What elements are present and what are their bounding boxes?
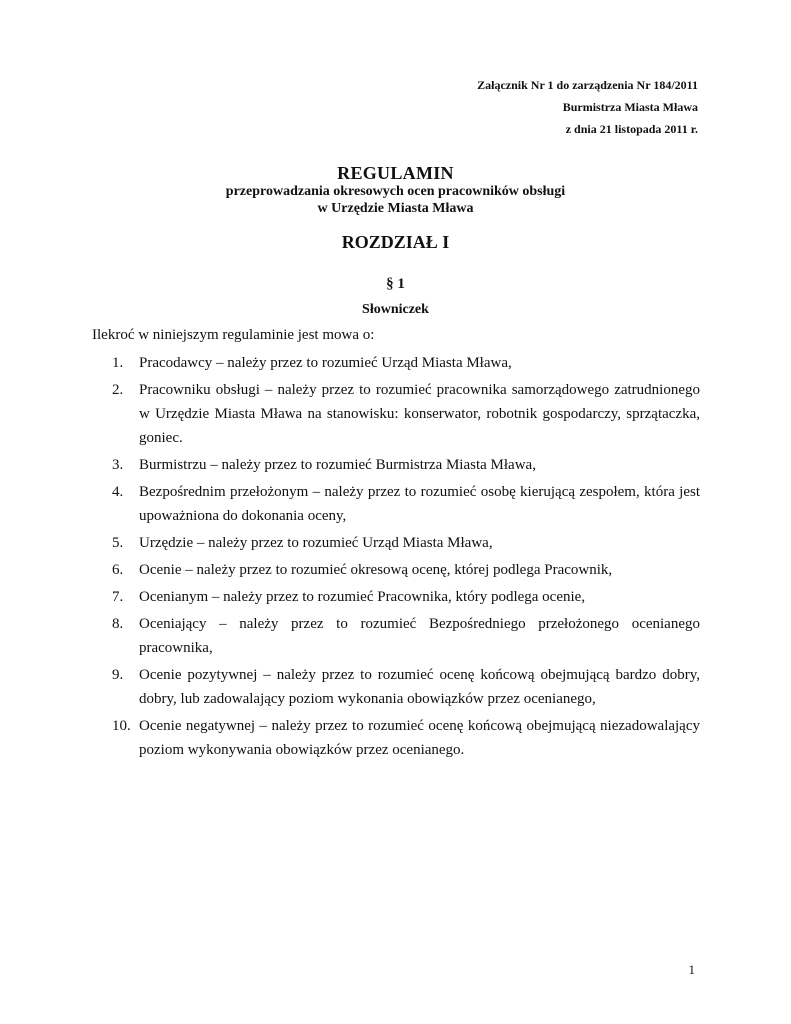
- header-line-2: Burmistrza Miasta Mława: [562, 100, 698, 114]
- list-item: [112, 585, 700, 609]
- paragraph-title: Słowniczek: [362, 302, 429, 317]
- list-item: [112, 378, 700, 450]
- list-item-text: Bezpośrednim przełożonym – należy przez to rozumieć osobę kierującą zespołem, która jest upoważniona do dokonania oceny,: [139, 484, 700, 524]
- list-item-text: Ocenie – należy przez to rozumieć okresową ocenę, której podlega Pracownik,: [139, 562, 613, 578]
- list-item-number: 1.: [112, 355, 124, 371]
- list-item-number: 3.: [112, 457, 124, 473]
- list-item-number: 10.: [112, 718, 131, 734]
- attachment-header: [477, 74, 698, 140]
- header-line-3: z dnia 21 listopada 2011 r.: [565, 122, 698, 136]
- list-item: [112, 714, 700, 762]
- document-subtitle: [0, 183, 791, 217]
- chapter-heading: ROZDZIAŁ I: [341, 232, 450, 252]
- list-item-text: Ocenianym – należy przez to rozumieć Pracownika, który podlega ocenie,: [139, 589, 586, 605]
- list-item-number: 8.: [112, 616, 124, 632]
- list-item-text: Burmistrzu – należy przez to rozumieć Burmistrza Miasta Mława,: [139, 457, 536, 473]
- list-item-number: 9.: [112, 667, 124, 683]
- list-item: [112, 531, 700, 555]
- intro-text: Ilekroć w niniejszym regulaminie jest mowa o:: [92, 327, 375, 343]
- list-item: [112, 351, 700, 375]
- subtitle-line-2: w Urzędzie Miasta Mława: [317, 201, 474, 216]
- header-line-1: Załącznik Nr 1 do zarządzenia Nr 184/2011: [477, 78, 698, 92]
- document-title: REGULAMIN: [337, 163, 454, 183]
- list-item-text: Oceniający – należy przez to rozumieć Bezpośredniego przełożonego ocenianego pracownika,: [139, 616, 700, 656]
- list-item: [112, 663, 700, 711]
- list-item-number: 7.: [112, 589, 124, 605]
- list-item: [112, 453, 700, 477]
- list-item-text: Ocenie negatywnej – należy przez to rozumieć ocenę końcową obejmującą niezadowalający poziom wykonywania obowiązków przez ocenianego.: [139, 718, 700, 758]
- paragraph-symbol: § 1: [386, 276, 405, 292]
- list-item-number: 6.: [112, 562, 124, 578]
- list-item: [112, 480, 700, 528]
- list-item-text: Urzędzie – należy przez to rozumieć Urząd Miasta Mława,: [139, 535, 493, 551]
- subtitle-line-1: przeprowadzania okresowych ocen pracowników obsługi: [225, 184, 566, 199]
- list-item-text: Pracodawcy – należy przez to rozumieć Urząd Miasta Mława,: [139, 355, 512, 371]
- list-item: [112, 558, 700, 582]
- list-item: [112, 612, 700, 660]
- list-item-number: 5.: [112, 535, 124, 551]
- list-item-text: Pracowniku obsługi – należy przez to rozumieć pracownika samorządowego zatrudnionego w Urzędzie Miasta Mława na stanowisku: konserwator, robotnik gospodarczy, sprzątaczka, goniec.: [139, 382, 700, 446]
- list-item-number: 4.: [112, 484, 124, 500]
- page-number: 1: [688, 962, 695, 977]
- list-item-text: Ocenie pozytywnej – należy przez to rozumieć ocenę końcową obejmującą bardzo dobry, dobry, lub zadowalający poziom wykonania obowiązków przez ocenianego,: [139, 667, 700, 707]
- list-item-number: 2.: [112, 382, 124, 398]
- definitions-list: [112, 351, 700, 765]
